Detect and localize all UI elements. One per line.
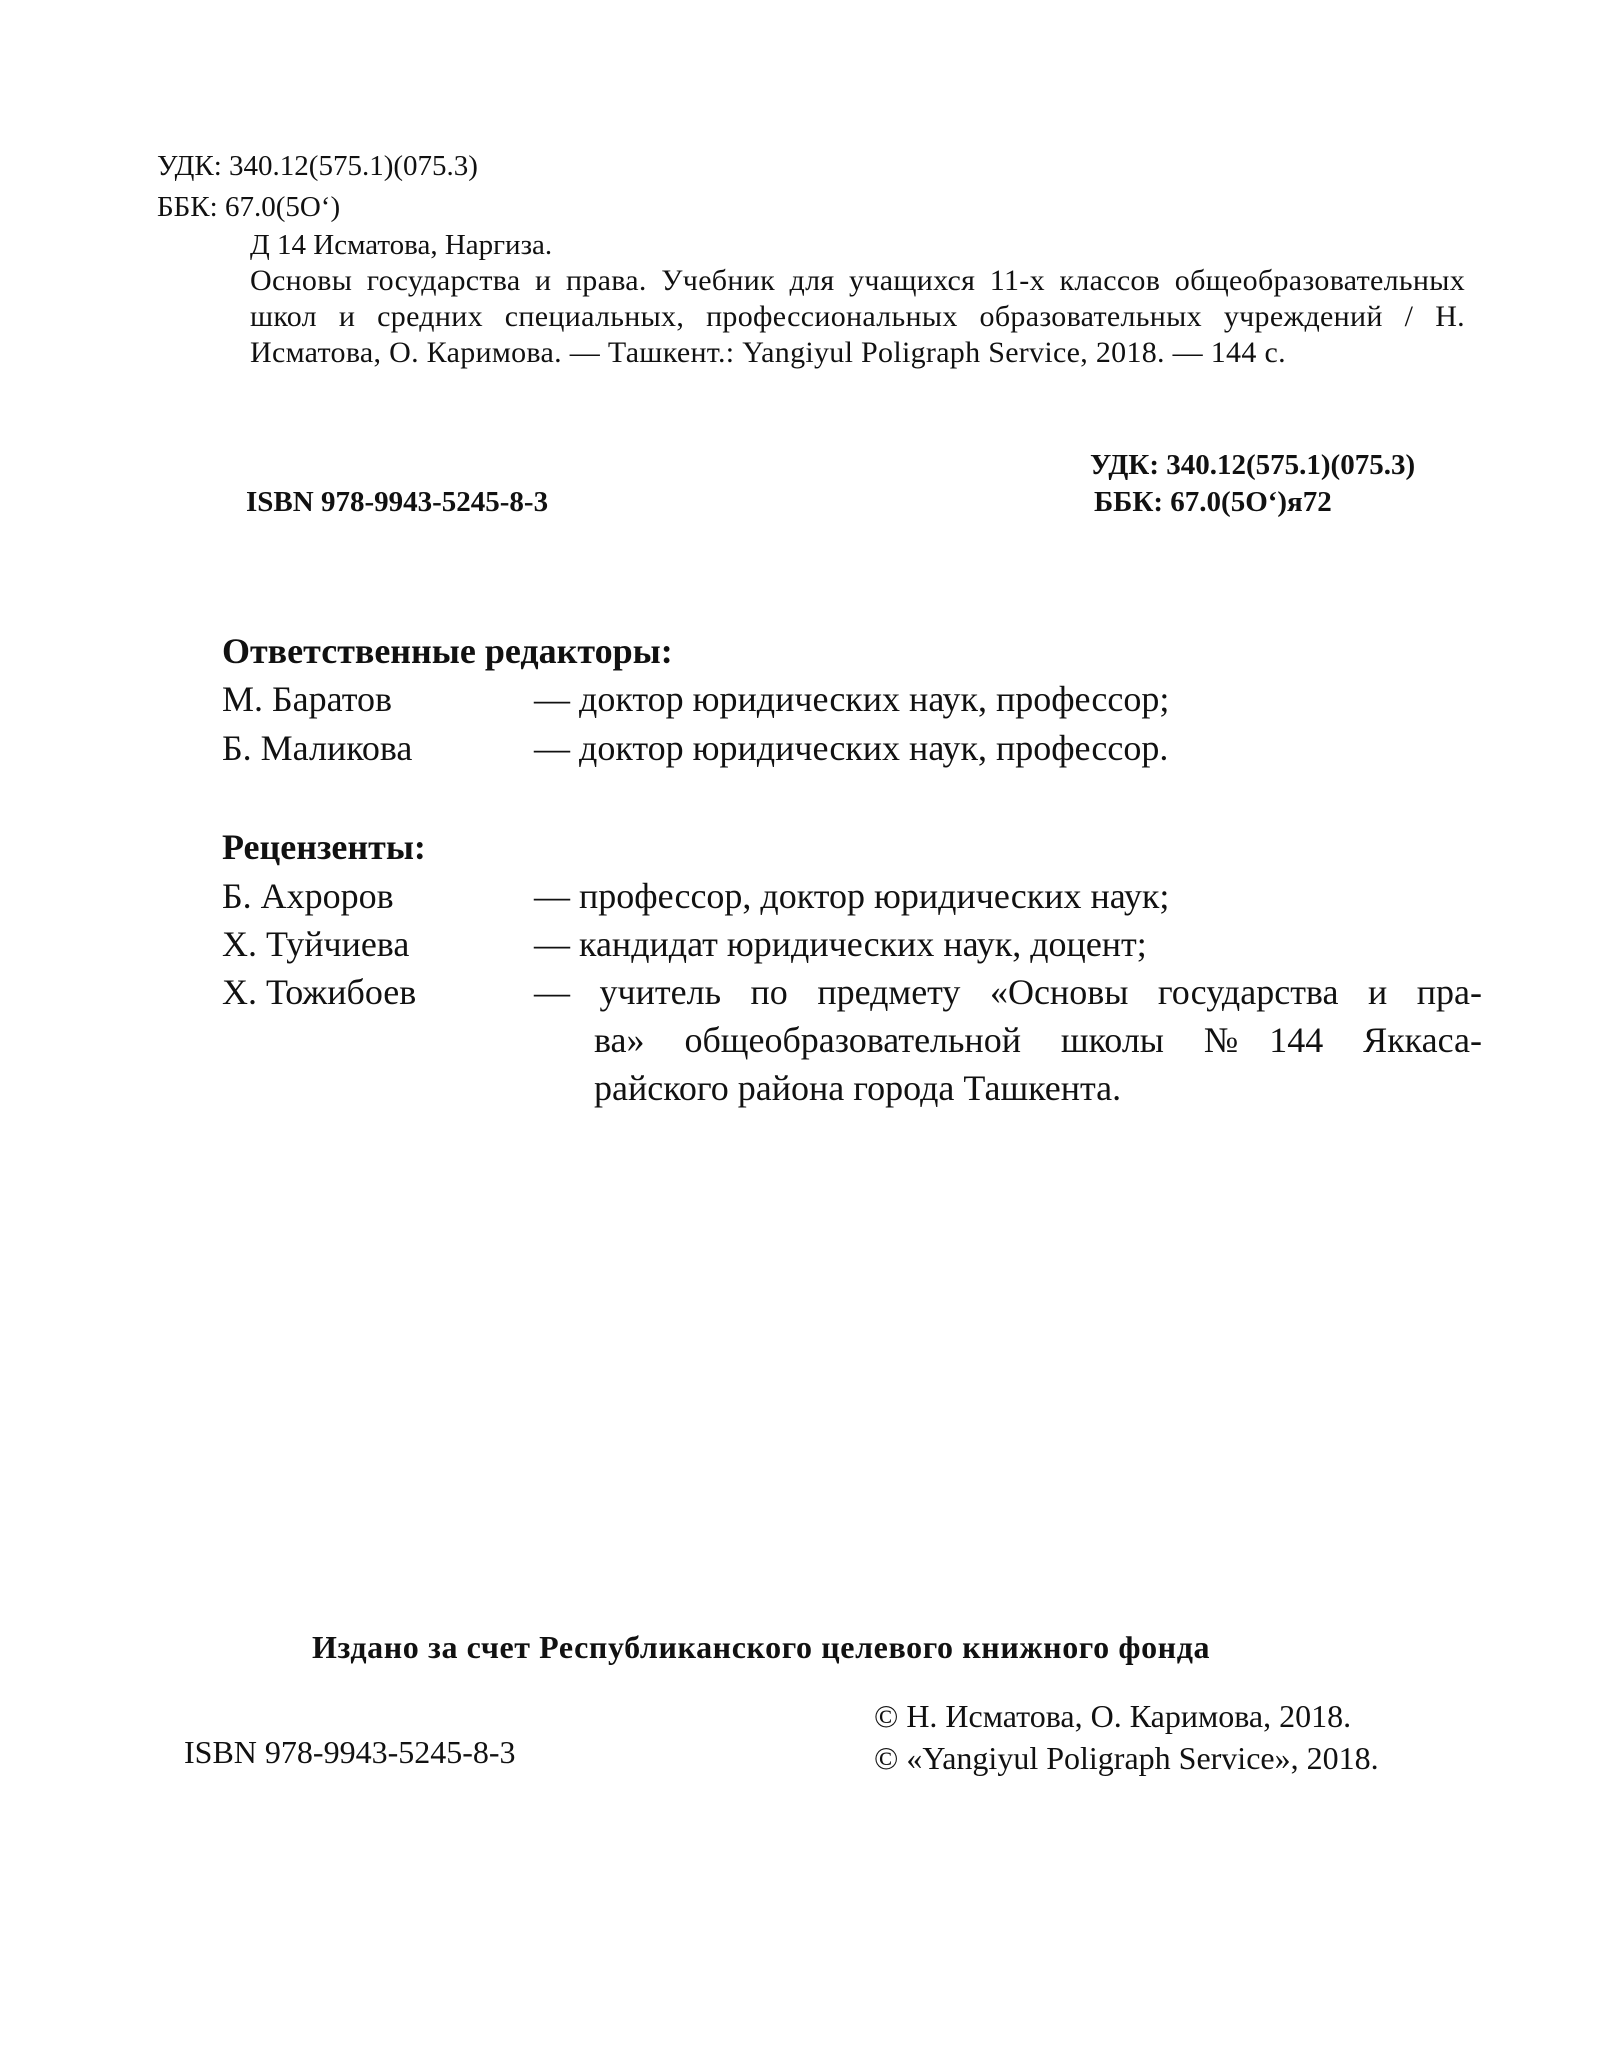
editor-name: М. Баратов bbox=[222, 679, 392, 719]
reviewer-name: Х. Туйчиева bbox=[222, 924, 410, 964]
description-text: Основы государства и права. Учебник для учащихся 11-х классов общеобразовательных школ и средних специальных, профессиональных образовательных учреждений / Н. Исматова, О. Каримова. — Ташкент.: Yangiyul Poligraph Service, 2018. — 144 с. bbox=[250, 264, 1465, 369]
reviewer-desc: — профессор, доктор юридических наук; bbox=[534, 876, 1170, 916]
udk-line: УДК: 340.12(575.1)(075.3) bbox=[157, 150, 478, 182]
reviewer-row bbox=[222, 920, 1462, 968]
bbk-right: ББК: 67.0(5О‘)я72 bbox=[1094, 486, 1332, 518]
author-line: Д 14 Исматова, Наргиза. bbox=[250, 229, 553, 261]
editor-row bbox=[222, 675, 1462, 723]
isbn-top: ISBN 978-9943-5245-8-3 bbox=[246, 486, 549, 518]
funded-by-line: Издано за счет Республиканского целевого книжного фонда bbox=[312, 1629, 1211, 1665]
reviewer-row bbox=[222, 872, 1462, 920]
reviewers-title: Рецензенты: bbox=[222, 827, 426, 867]
editor-name: Б. Маликова bbox=[222, 728, 413, 768]
isbn-bottom: ISBN 978-9943-5245-8-3 bbox=[184, 1734, 516, 1770]
reviewer-desc-line: райского района города Ташкента. bbox=[594, 1068, 1122, 1108]
copyright-authors: © Н. Исматова, О. Каримова, 2018. bbox=[874, 1698, 1352, 1734]
udk-right: УДК: 340.12(575.1)(075.3) bbox=[1090, 449, 1416, 481]
editor-row bbox=[222, 724, 1462, 772]
copyright-publisher: © «Yangiyul Poligraph Service», 2018. bbox=[874, 1740, 1379, 1776]
reviewer-desc-line: ва» общеобразовательной школы №144 Яккаса- bbox=[594, 1020, 1482, 1060]
reviewer-desc-line: — учитель по предмету «Основы государства и пра- bbox=[534, 972, 1482, 1012]
bibliographic-description bbox=[250, 263, 1465, 371]
reviewer-row bbox=[222, 968, 1482, 1118]
editor-desc: — доктор юридических наук, профессор. bbox=[534, 728, 1169, 768]
bbk-line: ББК: 67.0(5О‘) bbox=[157, 191, 341, 223]
editors-title: Ответственные редакторы: bbox=[222, 631, 673, 671]
reviewer-name: Б. Ахроров bbox=[222, 876, 394, 916]
reviewer-desc bbox=[534, 968, 1482, 1112]
reviewer-desc: — кандидат юридических наук, доцент; bbox=[534, 924, 1147, 964]
reviewer-name: Х. Тожибоев bbox=[222, 972, 417, 1012]
editor-desc: — доктор юридических наук, профессор; bbox=[534, 679, 1170, 719]
